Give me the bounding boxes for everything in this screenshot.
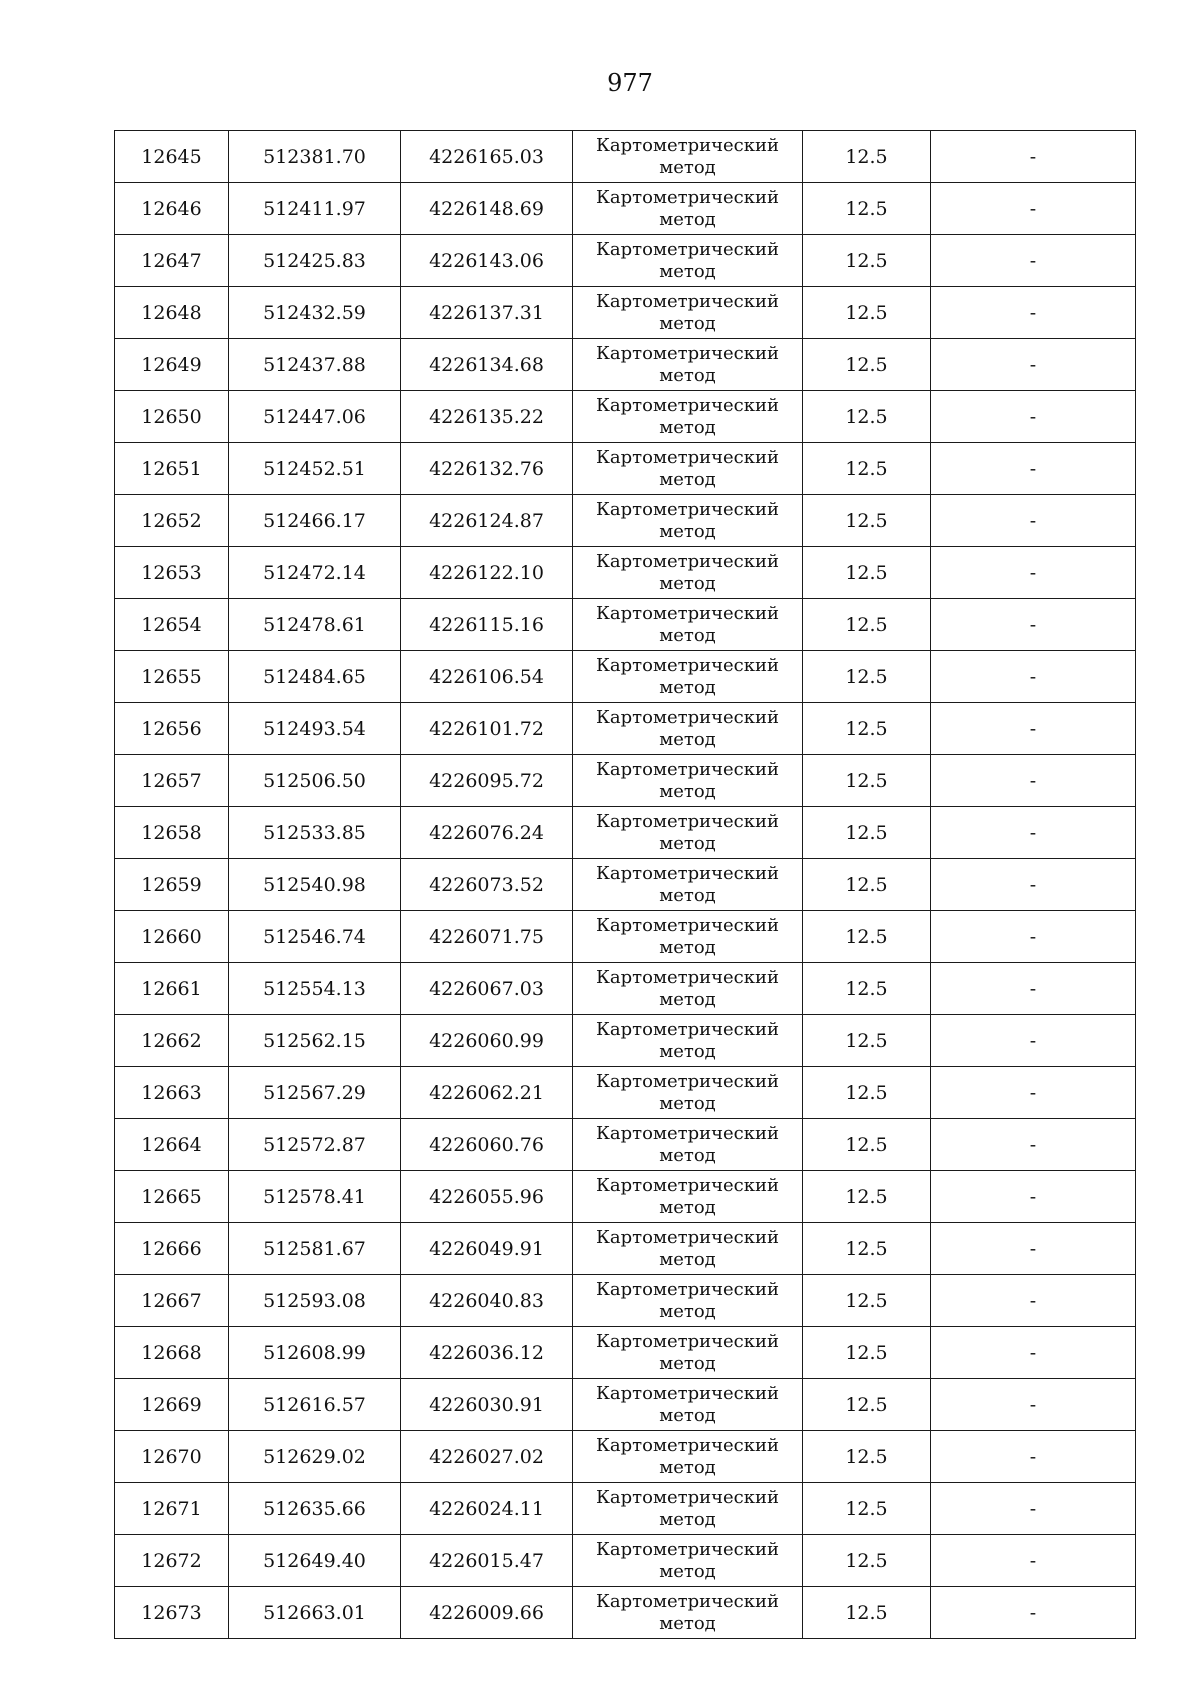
note-cell: - bbox=[931, 1379, 1136, 1431]
note-cell: - bbox=[931, 235, 1136, 287]
method-label-line1: Картометрический bbox=[596, 602, 779, 624]
method-label-line2: метод bbox=[659, 1404, 716, 1426]
x-coordinate-cell: 512452.51 bbox=[229, 443, 401, 495]
table-row bbox=[115, 1119, 1136, 1171]
method-label-line1: Картометрический bbox=[596, 238, 779, 260]
accuracy-cell: 12.5 bbox=[803, 443, 931, 495]
method-label-line1: Картометрический bbox=[596, 394, 779, 416]
method-cell bbox=[573, 1483, 803, 1535]
note-cell: - bbox=[931, 1171, 1136, 1223]
method-cell bbox=[573, 1119, 803, 1171]
x-coordinate-cell: 512572.87 bbox=[229, 1119, 401, 1171]
method-label-line2: метод bbox=[659, 1456, 716, 1478]
point-id-cell: 12662 bbox=[115, 1015, 229, 1067]
table-row bbox=[115, 443, 1136, 495]
note-cell: - bbox=[931, 495, 1136, 547]
point-id-cell: 12671 bbox=[115, 1483, 229, 1535]
method-cell bbox=[573, 599, 803, 651]
note-cell: - bbox=[931, 1431, 1136, 1483]
y-coordinate-cell: 4226122.10 bbox=[401, 547, 573, 599]
x-coordinate-cell: 512546.74 bbox=[229, 911, 401, 963]
method-cell bbox=[573, 1067, 803, 1119]
method-label-line1: Картометрический bbox=[596, 446, 779, 468]
x-coordinate-cell: 512663.01 bbox=[229, 1587, 401, 1639]
method-cell bbox=[573, 911, 803, 963]
method-label-line2: метод bbox=[659, 1092, 716, 1114]
method-label-line2: метод bbox=[659, 624, 716, 646]
accuracy-cell: 12.5 bbox=[803, 651, 931, 703]
y-coordinate-cell: 4226067.03 bbox=[401, 963, 573, 1015]
note-cell: - bbox=[931, 755, 1136, 807]
accuracy-cell: 12.5 bbox=[803, 1327, 931, 1379]
method-label-line1: Картометрический bbox=[596, 654, 779, 676]
method-label-line2: метод bbox=[659, 832, 716, 854]
y-coordinate-cell: 4226148.69 bbox=[401, 183, 573, 235]
accuracy-cell: 12.5 bbox=[803, 599, 931, 651]
point-id-cell: 12656 bbox=[115, 703, 229, 755]
method-label-line2: метод bbox=[659, 1040, 716, 1062]
method-label-line2: метод bbox=[659, 416, 716, 438]
method-label-line2: метод bbox=[659, 1196, 716, 1218]
page-number: 977 bbox=[607, 69, 653, 97]
note-cell: - bbox=[931, 599, 1136, 651]
method-label-line1: Картометрический bbox=[596, 134, 779, 156]
point-id-cell: 12661 bbox=[115, 963, 229, 1015]
method-label-line1: Картометрический bbox=[596, 1590, 779, 1612]
note-cell: - bbox=[931, 131, 1136, 183]
method-label-line1: Картометрический bbox=[596, 1226, 779, 1248]
method-label-line1: Картометрический bbox=[596, 1278, 779, 1300]
point-id-cell: 12660 bbox=[115, 911, 229, 963]
y-coordinate-cell: 4226009.66 bbox=[401, 1587, 573, 1639]
x-coordinate-cell: 512478.61 bbox=[229, 599, 401, 651]
note-cell: - bbox=[931, 339, 1136, 391]
accuracy-cell: 12.5 bbox=[803, 1587, 931, 1639]
point-id-cell: 12670 bbox=[115, 1431, 229, 1483]
y-coordinate-cell: 4226060.76 bbox=[401, 1119, 573, 1171]
x-coordinate-cell: 512472.14 bbox=[229, 547, 401, 599]
table-row bbox=[115, 547, 1136, 599]
accuracy-cell: 12.5 bbox=[803, 755, 931, 807]
y-coordinate-cell: 4226027.02 bbox=[401, 1431, 573, 1483]
method-cell bbox=[573, 859, 803, 911]
method-label-line1: Картометрический bbox=[596, 758, 779, 780]
method-label-line2: метод bbox=[659, 156, 716, 178]
point-id-cell: 12673 bbox=[115, 1587, 229, 1639]
method-label-line1: Картометрический bbox=[596, 342, 779, 364]
method-label-line1: Картометрический bbox=[596, 1434, 779, 1456]
note-cell: - bbox=[931, 859, 1136, 911]
point-id-cell: 12668 bbox=[115, 1327, 229, 1379]
method-cell bbox=[573, 287, 803, 339]
point-id-cell: 12657 bbox=[115, 755, 229, 807]
y-coordinate-cell: 4226015.47 bbox=[401, 1535, 573, 1587]
note-cell: - bbox=[931, 547, 1136, 599]
point-id-cell: 12669 bbox=[115, 1379, 229, 1431]
y-coordinate-cell: 4226101.72 bbox=[401, 703, 573, 755]
table-row bbox=[115, 183, 1136, 235]
method-cell bbox=[573, 235, 803, 287]
accuracy-cell: 12.5 bbox=[803, 963, 931, 1015]
x-coordinate-cell: 512432.59 bbox=[229, 287, 401, 339]
y-coordinate-cell: 4226106.54 bbox=[401, 651, 573, 703]
accuracy-cell: 12.5 bbox=[803, 1535, 931, 1587]
point-id-cell: 12647 bbox=[115, 235, 229, 287]
accuracy-cell: 12.5 bbox=[803, 1379, 931, 1431]
x-coordinate-cell: 512562.15 bbox=[229, 1015, 401, 1067]
table-row bbox=[115, 1223, 1136, 1275]
y-coordinate-cell: 4226165.03 bbox=[401, 131, 573, 183]
point-id-cell: 12654 bbox=[115, 599, 229, 651]
method-label-line1: Картометрический bbox=[596, 966, 779, 988]
method-cell bbox=[573, 1379, 803, 1431]
table-row bbox=[115, 495, 1136, 547]
point-id-cell: 12663 bbox=[115, 1067, 229, 1119]
x-coordinate-cell: 512484.65 bbox=[229, 651, 401, 703]
accuracy-cell: 12.5 bbox=[803, 131, 931, 183]
accuracy-cell: 12.5 bbox=[803, 703, 931, 755]
accuracy-cell: 12.5 bbox=[803, 235, 931, 287]
method-cell bbox=[573, 1223, 803, 1275]
table-row bbox=[115, 1587, 1136, 1639]
point-id-cell: 12666 bbox=[115, 1223, 229, 1275]
accuracy-cell: 12.5 bbox=[803, 495, 931, 547]
note-cell: - bbox=[931, 911, 1136, 963]
note-cell: - bbox=[931, 1535, 1136, 1587]
x-coordinate-cell: 512381.70 bbox=[229, 131, 401, 183]
method-cell bbox=[573, 339, 803, 391]
point-id-cell: 12648 bbox=[115, 287, 229, 339]
y-coordinate-cell: 4226134.68 bbox=[401, 339, 573, 391]
x-coordinate-cell: 512506.50 bbox=[229, 755, 401, 807]
table-row bbox=[115, 1171, 1136, 1223]
table-row bbox=[115, 391, 1136, 443]
table-row bbox=[115, 1379, 1136, 1431]
note-cell: - bbox=[931, 443, 1136, 495]
note-cell: - bbox=[931, 1067, 1136, 1119]
method-label-line1: Картометрический bbox=[596, 1122, 779, 1144]
method-label-line1: Картометрический bbox=[596, 706, 779, 728]
method-cell bbox=[573, 755, 803, 807]
note-cell: - bbox=[931, 391, 1136, 443]
x-coordinate-cell: 512425.83 bbox=[229, 235, 401, 287]
accuracy-cell: 12.5 bbox=[803, 339, 931, 391]
method-label-line2: метод bbox=[659, 208, 716, 230]
method-cell bbox=[573, 183, 803, 235]
y-coordinate-cell: 4226135.22 bbox=[401, 391, 573, 443]
accuracy-cell: 12.5 bbox=[803, 1483, 931, 1535]
method-label-line2: метод bbox=[659, 1612, 716, 1634]
note-cell: - bbox=[931, 651, 1136, 703]
y-coordinate-cell: 4226062.21 bbox=[401, 1067, 573, 1119]
method-cell bbox=[573, 443, 803, 495]
table-row bbox=[115, 1015, 1136, 1067]
method-label-line2: метод bbox=[659, 728, 716, 750]
table-row bbox=[115, 859, 1136, 911]
method-cell bbox=[573, 1015, 803, 1067]
table-row bbox=[115, 807, 1136, 859]
table-row bbox=[115, 1327, 1136, 1379]
note-cell: - bbox=[931, 1015, 1136, 1067]
note-cell: - bbox=[931, 1587, 1136, 1639]
note-cell: - bbox=[931, 703, 1136, 755]
x-coordinate-cell: 512411.97 bbox=[229, 183, 401, 235]
note-cell: - bbox=[931, 1223, 1136, 1275]
x-coordinate-cell: 512493.54 bbox=[229, 703, 401, 755]
table-row bbox=[115, 755, 1136, 807]
table-row bbox=[115, 703, 1136, 755]
method-cell bbox=[573, 1171, 803, 1223]
point-id-cell: 12659 bbox=[115, 859, 229, 911]
y-coordinate-cell: 4226071.75 bbox=[401, 911, 573, 963]
table-row bbox=[115, 287, 1136, 339]
y-coordinate-cell: 4226055.96 bbox=[401, 1171, 573, 1223]
table-row bbox=[115, 911, 1136, 963]
point-id-cell: 12664 bbox=[115, 1119, 229, 1171]
method-label-line1: Картометрический bbox=[596, 914, 779, 936]
accuracy-cell: 12.5 bbox=[803, 183, 931, 235]
note-cell: - bbox=[931, 1483, 1136, 1535]
table-row bbox=[115, 963, 1136, 1015]
method-label-line2: метод bbox=[659, 988, 716, 1010]
method-label-line1: Картометрический bbox=[596, 862, 779, 884]
method-cell bbox=[573, 131, 803, 183]
method-label-line1: Картометрический bbox=[596, 1538, 779, 1560]
y-coordinate-cell: 4226030.91 bbox=[401, 1379, 573, 1431]
point-id-cell: 12649 bbox=[115, 339, 229, 391]
method-cell bbox=[573, 547, 803, 599]
table-body bbox=[115, 131, 1136, 1639]
method-label-line2: метод bbox=[659, 1352, 716, 1374]
point-id-cell: 12650 bbox=[115, 391, 229, 443]
method-cell bbox=[573, 651, 803, 703]
method-label-line1: Картометрический bbox=[596, 1330, 779, 1352]
note-cell: - bbox=[931, 807, 1136, 859]
point-id-cell: 12653 bbox=[115, 547, 229, 599]
table-row bbox=[115, 1067, 1136, 1119]
method-label-line1: Картометрический bbox=[596, 186, 779, 208]
method-label-line1: Картометрический bbox=[596, 498, 779, 520]
note-cell: - bbox=[931, 183, 1136, 235]
x-coordinate-cell: 512616.57 bbox=[229, 1379, 401, 1431]
accuracy-cell: 12.5 bbox=[803, 547, 931, 599]
table-row bbox=[115, 235, 1136, 287]
x-coordinate-cell: 512466.17 bbox=[229, 495, 401, 547]
method-label-line2: метод bbox=[659, 1560, 716, 1582]
method-label-line1: Картометрический bbox=[596, 1174, 779, 1196]
x-coordinate-cell: 512593.08 bbox=[229, 1275, 401, 1327]
x-coordinate-cell: 512581.67 bbox=[229, 1223, 401, 1275]
method-label-line1: Картометрический bbox=[596, 550, 779, 572]
table-row bbox=[115, 1483, 1136, 1535]
note-cell: - bbox=[931, 963, 1136, 1015]
table-row bbox=[115, 339, 1136, 391]
point-id-cell: 12651 bbox=[115, 443, 229, 495]
method-cell bbox=[573, 963, 803, 1015]
method-label-line1: Картометрический bbox=[596, 810, 779, 832]
method-label-line2: метод bbox=[659, 676, 716, 698]
table-row bbox=[115, 1431, 1136, 1483]
x-coordinate-cell: 512567.29 bbox=[229, 1067, 401, 1119]
point-id-cell: 12667 bbox=[115, 1275, 229, 1327]
method-label-line1: Картометрический bbox=[596, 290, 779, 312]
accuracy-cell: 12.5 bbox=[803, 1431, 931, 1483]
method-cell bbox=[573, 391, 803, 443]
method-label-line2: метод bbox=[659, 572, 716, 594]
x-coordinate-cell: 512578.41 bbox=[229, 1171, 401, 1223]
accuracy-cell: 12.5 bbox=[803, 391, 931, 443]
point-id-cell: 12645 bbox=[115, 131, 229, 183]
y-coordinate-cell: 4226076.24 bbox=[401, 807, 573, 859]
y-coordinate-cell: 4226115.16 bbox=[401, 599, 573, 651]
method-label-line2: метод bbox=[659, 884, 716, 906]
y-coordinate-cell: 4226049.91 bbox=[401, 1223, 573, 1275]
accuracy-cell: 12.5 bbox=[803, 1171, 931, 1223]
x-coordinate-cell: 512447.06 bbox=[229, 391, 401, 443]
method-label-line2: метод bbox=[659, 260, 716, 282]
point-id-cell: 12665 bbox=[115, 1171, 229, 1223]
table-row bbox=[115, 599, 1136, 651]
method-label-line2: метод bbox=[659, 1300, 716, 1322]
method-label-line2: метод bbox=[659, 936, 716, 958]
point-id-cell: 12672 bbox=[115, 1535, 229, 1587]
table-row bbox=[115, 651, 1136, 703]
note-cell: - bbox=[931, 1119, 1136, 1171]
y-coordinate-cell: 4226132.76 bbox=[401, 443, 573, 495]
note-cell: - bbox=[931, 1275, 1136, 1327]
method-label-line2: метод bbox=[659, 780, 716, 802]
y-coordinate-cell: 4226040.83 bbox=[401, 1275, 573, 1327]
method-cell bbox=[573, 1275, 803, 1327]
y-coordinate-cell: 4226124.87 bbox=[401, 495, 573, 547]
method-cell bbox=[573, 1327, 803, 1379]
accuracy-cell: 12.5 bbox=[803, 287, 931, 339]
accuracy-cell: 12.5 bbox=[803, 1119, 931, 1171]
point-id-cell: 12652 bbox=[115, 495, 229, 547]
y-coordinate-cell: 4226073.52 bbox=[401, 859, 573, 911]
point-id-cell: 12655 bbox=[115, 651, 229, 703]
accuracy-cell: 12.5 bbox=[803, 1223, 931, 1275]
method-cell bbox=[573, 1431, 803, 1483]
method-label-line2: метод bbox=[659, 1144, 716, 1166]
method-label-line1: Картометрический bbox=[596, 1070, 779, 1092]
table-row bbox=[115, 131, 1136, 183]
y-coordinate-cell: 4226143.06 bbox=[401, 235, 573, 287]
method-label-line2: метод bbox=[659, 1508, 716, 1530]
point-id-cell: 12646 bbox=[115, 183, 229, 235]
method-label-line2: метод bbox=[659, 468, 716, 490]
method-cell bbox=[573, 1535, 803, 1587]
method-label-line1: Картометрический bbox=[596, 1382, 779, 1404]
accuracy-cell: 12.5 bbox=[803, 1067, 931, 1119]
note-cell: - bbox=[931, 1327, 1136, 1379]
y-coordinate-cell: 4226024.11 bbox=[401, 1483, 573, 1535]
method-cell bbox=[573, 807, 803, 859]
y-coordinate-cell: 4226060.99 bbox=[401, 1015, 573, 1067]
x-coordinate-cell: 512635.66 bbox=[229, 1483, 401, 1535]
x-coordinate-cell: 512629.02 bbox=[229, 1431, 401, 1483]
y-coordinate-cell: 4226137.31 bbox=[401, 287, 573, 339]
x-coordinate-cell: 512649.40 bbox=[229, 1535, 401, 1587]
table-row bbox=[115, 1275, 1136, 1327]
y-coordinate-cell: 4226095.72 bbox=[401, 755, 573, 807]
table-row bbox=[115, 1535, 1136, 1587]
method-cell bbox=[573, 1587, 803, 1639]
accuracy-cell: 12.5 bbox=[803, 807, 931, 859]
x-coordinate-cell: 512608.99 bbox=[229, 1327, 401, 1379]
x-coordinate-cell: 512540.98 bbox=[229, 859, 401, 911]
x-coordinate-cell: 512437.88 bbox=[229, 339, 401, 391]
x-coordinate-cell: 512533.85 bbox=[229, 807, 401, 859]
point-id-cell: 12658 bbox=[115, 807, 229, 859]
method-label-line2: метод bbox=[659, 1248, 716, 1270]
note-cell: - bbox=[931, 287, 1136, 339]
method-label-line2: метод bbox=[659, 520, 716, 542]
accuracy-cell: 12.5 bbox=[803, 859, 931, 911]
accuracy-cell: 12.5 bbox=[803, 1015, 931, 1067]
method-label-line2: метод bbox=[659, 364, 716, 386]
y-coordinate-cell: 4226036.12 bbox=[401, 1327, 573, 1379]
method-cell bbox=[573, 495, 803, 547]
method-label-line2: метод bbox=[659, 312, 716, 334]
method-label-line1: Картометрический bbox=[596, 1486, 779, 1508]
coordinates-table bbox=[114, 130, 1136, 1639]
method-cell bbox=[573, 703, 803, 755]
accuracy-cell: 12.5 bbox=[803, 1275, 931, 1327]
x-coordinate-cell: 512554.13 bbox=[229, 963, 401, 1015]
accuracy-cell: 12.5 bbox=[803, 911, 931, 963]
method-label-line1: Картометрический bbox=[596, 1018, 779, 1040]
